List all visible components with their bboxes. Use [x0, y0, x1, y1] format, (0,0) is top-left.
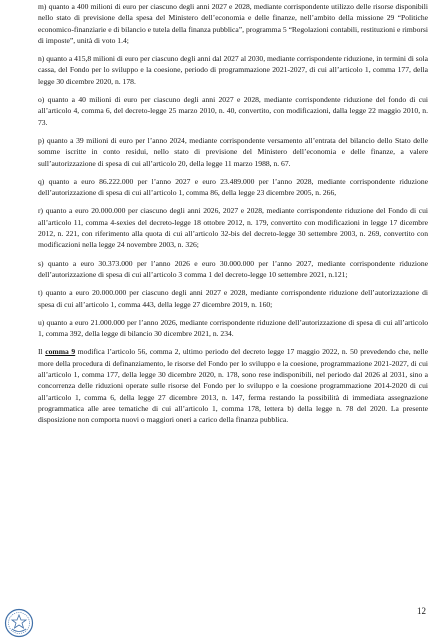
paragraph-o: o) quanto a 40 milioni di euro per ciascuno degli anni 2027 e 2028, mediante corrispondente riduzione del fondo di cui all’articolo 4, comma 6, del decreto-legge 25 marzo 2010, n. 40, convertito, con modificazioni, dalla legge 22 maggio 2010, n. 73.	[38, 95, 428, 127]
comma-9-reference: comma 9	[45, 347, 76, 357]
paragraph-t: t) quanto a euro 20.000.000 per ciascuno degli anni 2027 e 2028, mediante corrispondente riduzione dell’autorizzazione di spesa di cui all’articolo 1, comma 443, della legge 27 dicembre 2019, n. 160;	[38, 288, 428, 309]
paragraph-m: m) quanto a 400 milioni di euro per ciascuno degli anni 2027 e 2028, mediante corrispondente utilizzo delle risorse disponibili nello stato di previsione della spesa del Ministero dell’economia e delle finanze, nell’ambito della missione 29 “Politiche economico-finanziarie e di bilancio e tutela della finanza pubblica”, programma 5 “Regolazioni contabili, restituzioni e rimborsi di imposte”, unità di voto 1.4;	[38, 2, 428, 45]
page-number: 12	[417, 606, 426, 616]
paragraph-prefix: Il	[38, 347, 43, 357]
paragraph-r: r) quanto a euro 20.000.000 per ciascuno degli anni 2026, 2027 e 2028, mediante corrispondente riduzione del Fondo di cui all’articolo 11, comma 4-sexies del decreto-legge 18 ottobre 2012, n. 179, convertito con modificazioni in legge 17 dicembre 2012, n. 221, con riferimento alla quota di cui all’articolo 32-bis del decreto-legge 30 settembre 2003, n. 269, convertito con modificazioni nella legge 24 novembre 2003, n. 326;	[38, 206, 428, 250]
paragraph-p: p) quanto a 39 milioni di euro per l’anno 2024, mediante corrispondente versamento all’entrata del bilancio dello Stato delle somme iscritte in conto residui, nello stato di previsione del Ministero dell’economia e delle finanze, a valere sull’autorizzazione di spesa di cui all’articolo 20, della legge 11 marzo 1988, n. 67.	[38, 135, 428, 168]
paragraph-comma-9	[38, 346, 428, 425]
document-body	[38, 1, 428, 433]
paragraph-s: s) quanto a euro 30.373.000 per l’anno 2026 e euro 30.000.000 per l’anno 2027, mediante corrispondente riduzione dell’autorizzazione di spesa di cui all’articolo 3 comma 1 del decreto-legge 10 settembre 2021, n.121;	[38, 258, 428, 279]
paragraph-comma-9-text: modifica l’articolo 56, comma 2, ultimo periodo del decreto legge 17 maggio 2022, n. 50 prevedendo che, nelle more della procedura di definanziamento, le risorse del Fondo per lo sviluppo e la coesione, programmazione 2021-2027, di cui all’articolo 1, comma 177, della legge 30 dicembre 2020, n. 178, sono rese indisponibili, nel periodo dal 2026 al 2031, sino a concorrenza delle riduzioni operate sulle risorse del Fondo per lo sviluppo e la coesione programmazione 2014-2020 di cui all’articolo 1, comma 6, della legge 27 dicembre 2013, n. 147, ferma restando la possibilità di immediata assegnazione programmatica alle aree tematiche di cui all’articolo 1, comma 178, lettera b) della legge n. 78 del 2020. La presente disposizione non comporta nuovi o maggiori oneri a carico della finanza pubblica.	[38, 347, 428, 425]
paragraph-q: q) quanto a euro 86.222.000 per l’anno 2027 e euro 23.489.000 per l’anno 2028, mediante corrispondente riduzione dell’autorizzazione di spesa di cui all’articolo 1, comma 86, della legge 23 dicembre 2005, n. 266,	[38, 176, 428, 198]
paragraph-n: n) quanto a 415,8 milioni di euro per ciascuno degli anni dal 2027 al 2030, mediante corrispondente riduzione, in termini di sola cassa, del Fondo per lo sviluppo e la coesione, periodo di programmazione 2021-2027, di cui all’articolo 1, comma 177, della legge 30 dicembre 2020, n. 178.	[38, 54, 428, 86]
institutional-seal-icon	[4, 608, 34, 638]
paragraph-u: u) quanto a euro 21.000.000 per l’anno 2026, mediante corrispondente riduzione dell’autorizzazione di spesa di cui all’articolo 1, comma 392, della legge di bilancio 30 dicembre 2021, n. 234.	[38, 317, 428, 339]
